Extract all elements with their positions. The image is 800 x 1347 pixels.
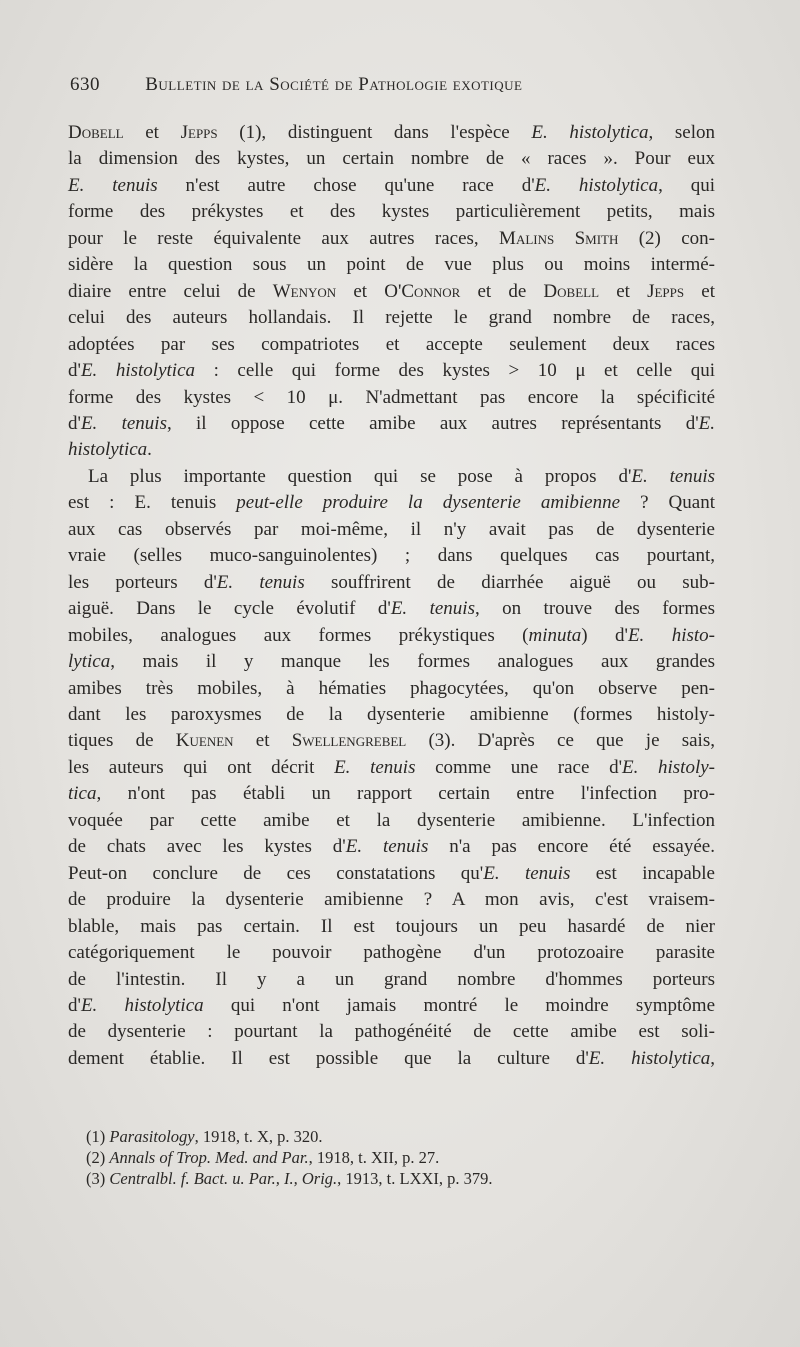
emphasis: peut-elle produire la dysenterie amibienne bbox=[236, 492, 621, 514]
author-name: Dobell bbox=[543, 280, 600, 302]
species-name: tica bbox=[68, 783, 97, 805]
footnote-2: (2) Annals of Trop. Med. and Par., 1918, t. XII, p. 27. bbox=[86, 1148, 440, 1167]
text-line: blable, mais pas certain. Il est toujours un peu hasardé de nier bbox=[68, 915, 715, 937]
author-name: Malins Smith bbox=[499, 227, 619, 249]
text-line: voquée par cette amibe et la dysenterie amibienne. L'infection bbox=[68, 809, 715, 831]
text-line: La plus importante question qui se pose à propos d'E. tenuis bbox=[88, 465, 715, 487]
text-line: lytica, mais il y manque les formes analogues aux grandes bbox=[68, 651, 715, 673]
paragraph-2 bbox=[68, 464, 715, 1072]
author-name: Wenyon bbox=[272, 280, 337, 302]
text-line: de chats avec les kystes d'E. tenuis n'a pas encore été essayée. bbox=[68, 836, 715, 858]
journal-name: Parasitology bbox=[109, 1127, 195, 1146]
species-name: E. histolytica bbox=[534, 174, 659, 196]
text-line: aiguë. Dans le cycle évolutif d'E. tenuis, on trouve des formes bbox=[68, 598, 715, 620]
species-name: E. bbox=[698, 412, 715, 434]
text-line: aux cas observés par moi-même, il n'y avait pas de dysenterie bbox=[68, 518, 715, 540]
text-line: histolytica. bbox=[68, 439, 152, 461]
text-line: tica, n'ont pas établi un rapport certain entre l'infection pro- bbox=[68, 783, 715, 805]
author-name: Jepps bbox=[180, 122, 218, 143]
body-text bbox=[68, 120, 715, 1072]
author-name: Dobell bbox=[68, 122, 124, 143]
text-line: la dimension des kystes, un certain nombre de « races ». Pour eux bbox=[68, 148, 715, 170]
emphasis: minuta bbox=[528, 624, 582, 646]
text-line: celui des auteurs hollandais. Il rejette le grand nombre de races, bbox=[68, 307, 715, 329]
text-line: d'E. histolytica qui n'ont jamais montré le moindre symptôme bbox=[68, 994, 716, 1016]
author-name: Swellengrebel bbox=[291, 730, 407, 752]
journal-name: Annals of Trop. Med. and Par. bbox=[109, 1148, 309, 1167]
text-line: de produire la dysenterie amibienne ? A mon avis, c'est vraisem- bbox=[68, 889, 715, 911]
species-name: E. histolytica bbox=[531, 122, 649, 143]
author-name: Kuenen bbox=[175, 730, 234, 752]
species-name: E. histolytica bbox=[588, 1047, 711, 1069]
text-line: pour le reste équivalente aux autres races, Malins Smith (2) con- bbox=[68, 227, 715, 249]
text-line: catégoriquement le pouvoir pathogène d'un protozoaire parasite bbox=[68, 942, 715, 964]
species-name: E. tenuis bbox=[390, 598, 475, 620]
footnotes bbox=[86, 1126, 706, 1189]
text-line: dement établie. Il est possible que la culture d'E. histolytica, bbox=[68, 1047, 715, 1069]
species-name: E. histo- bbox=[627, 624, 715, 646]
text-line: Dobell et Jepps (1), distinguent dans l'espèce E. histolytica, selon bbox=[68, 122, 715, 143]
text-line: Peut-on conclure de ces constatations qu'E. tenuis est incapable bbox=[68, 862, 715, 884]
species-name: E. tenuis bbox=[345, 836, 429, 858]
text-line: forme des prékystes et des kystes particulièrement petits, mais bbox=[68, 201, 715, 223]
species-name: E. tenuis bbox=[80, 412, 167, 434]
species-name: E. histoly- bbox=[622, 756, 716, 778]
author-name: Jepps bbox=[647, 280, 685, 302]
species-name: E. tenuis bbox=[631, 465, 715, 487]
footnote-1: (1) Parasitology, 1918, t. X, p. 320. bbox=[86, 1127, 323, 1146]
text-line: les porteurs d'E. tenuis souffrirent de diarrhée aiguë ou sub- bbox=[68, 571, 715, 593]
text-line: dant les paroxysmes de la dysenterie amibienne (formes histoly- bbox=[68, 703, 715, 725]
text-line: forme des kystes < 10 μ. N'admettant pas encore la spécificité bbox=[68, 386, 715, 408]
running-head bbox=[70, 74, 710, 96]
text-line: d'E. histolytica : celle qui forme des kystes > 10 μ et celle qui bbox=[68, 360, 716, 382]
text-line: d'E. tenuis, il oppose cette amibe aux autres représentants d'E. bbox=[68, 412, 715, 434]
species-name: E. histolytica bbox=[80, 360, 196, 382]
text-line: est : E. tenuis peut-elle produire la dysenterie amibienne ? Quant bbox=[68, 492, 715, 514]
species-name: E. tenuis bbox=[216, 571, 305, 593]
paragraph-1 bbox=[68, 120, 715, 464]
journal-title: Bulletin de la Société de Pathologie exotique bbox=[145, 74, 523, 95]
species-name: histolytica bbox=[68, 439, 148, 461]
page-number: 630 bbox=[70, 74, 100, 95]
text-line: diaire entre celui de Wenyon et O'Connor et de Dobell et Jepps et bbox=[68, 280, 715, 302]
journal-name: Centralbl. f. Bact. u. Par., I., Orig. bbox=[109, 1169, 338, 1188]
species-name: E. tenuis bbox=[483, 862, 571, 884]
text-line: E. tenuis n'est autre chose qu'une race d'E. histolytica, qui bbox=[68, 174, 715, 196]
text-line: de dysenterie : pourtant la pathogénéité de cette amibe est soli- bbox=[68, 1021, 715, 1043]
text-line: vraie (selles muco-sanguinolentes) ; dans quelques cas pourtant, bbox=[68, 545, 715, 567]
text-line: mobiles, analogues aux formes prékystiques (minuta) d'E. histo- bbox=[68, 624, 715, 646]
species-name: E. tenuis bbox=[68, 174, 158, 196]
text-line: tiques de Kuenen et Swellengrebel (3). D'après ce que je sais, bbox=[68, 730, 715, 752]
text-line: adoptées par ses compatriotes et accepte seulement deux races bbox=[68, 333, 715, 355]
text-line: les auteurs qui ont décrit E. tenuis comme une race d'E. histoly- bbox=[68, 756, 716, 778]
author-name: O'Connor bbox=[384, 280, 461, 302]
footnote-3: (3) Centralbl. f. Bact. u. Par., I., Orig., 1913, t. LXXI, p. 379. bbox=[86, 1169, 493, 1188]
text-line: de l'intestin. Il y a un grand nombre d'hommes porteurs bbox=[68, 968, 715, 990]
text-line: sidère la question sous un point de vue plus ou moins intermé- bbox=[68, 254, 715, 276]
species-name: lytica bbox=[68, 651, 111, 673]
text-line: amibes très mobiles, à hématies phagocytées, qu'on observe pen- bbox=[68, 677, 715, 699]
species-name: E. histolytica bbox=[80, 994, 204, 1016]
species-name: E. tenuis bbox=[334, 756, 416, 778]
